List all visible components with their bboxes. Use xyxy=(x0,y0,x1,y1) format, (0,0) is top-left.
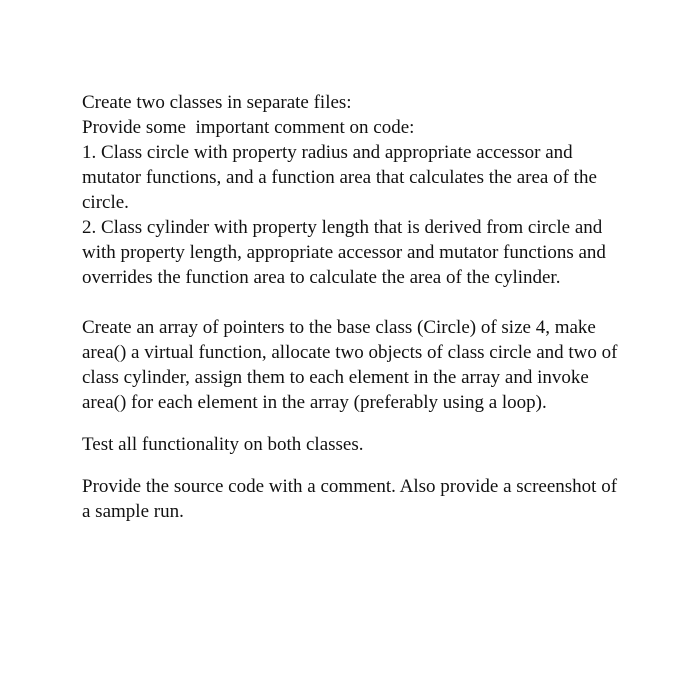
source-instructions xyxy=(82,474,622,524)
requirement-item-2: 2. Class cylinder with property length that is derived from circle and with property length, appropriate accessor and mutator functions and overrides the function area to calculate the area of the cylinder. xyxy=(82,217,606,288)
array-paragraph: Create an array of pointers to the base class (Circle) of size 4, make area() a virtual function, allocate two objects of class circle and two of class cylinder, assign them to each element in the array and invoke area() for each element in the array (preferably using a loop). xyxy=(82,317,618,413)
test-paragraph: Test all functionality on both classes. xyxy=(82,434,364,455)
paragraph-gap xyxy=(82,415,622,432)
intro-line-2: Provide some important comment on code: xyxy=(82,117,415,138)
test-instructions xyxy=(82,432,622,457)
assignment-document xyxy=(82,90,622,524)
intro-line-1: Create two classes in separate files: xyxy=(82,92,352,113)
paragraph-gap xyxy=(82,290,622,315)
paragraph-gap xyxy=(82,457,622,474)
requirement-item-1: 1. Class circle with property radius and appropriate accessor and mutator functions, and a function area that calculates the area of the circle. xyxy=(82,142,597,213)
intro-block xyxy=(82,90,622,290)
source-paragraph: Provide the source code with a comment. Also provide a screenshot of a sample run. xyxy=(82,476,618,522)
array-instructions xyxy=(82,315,622,415)
